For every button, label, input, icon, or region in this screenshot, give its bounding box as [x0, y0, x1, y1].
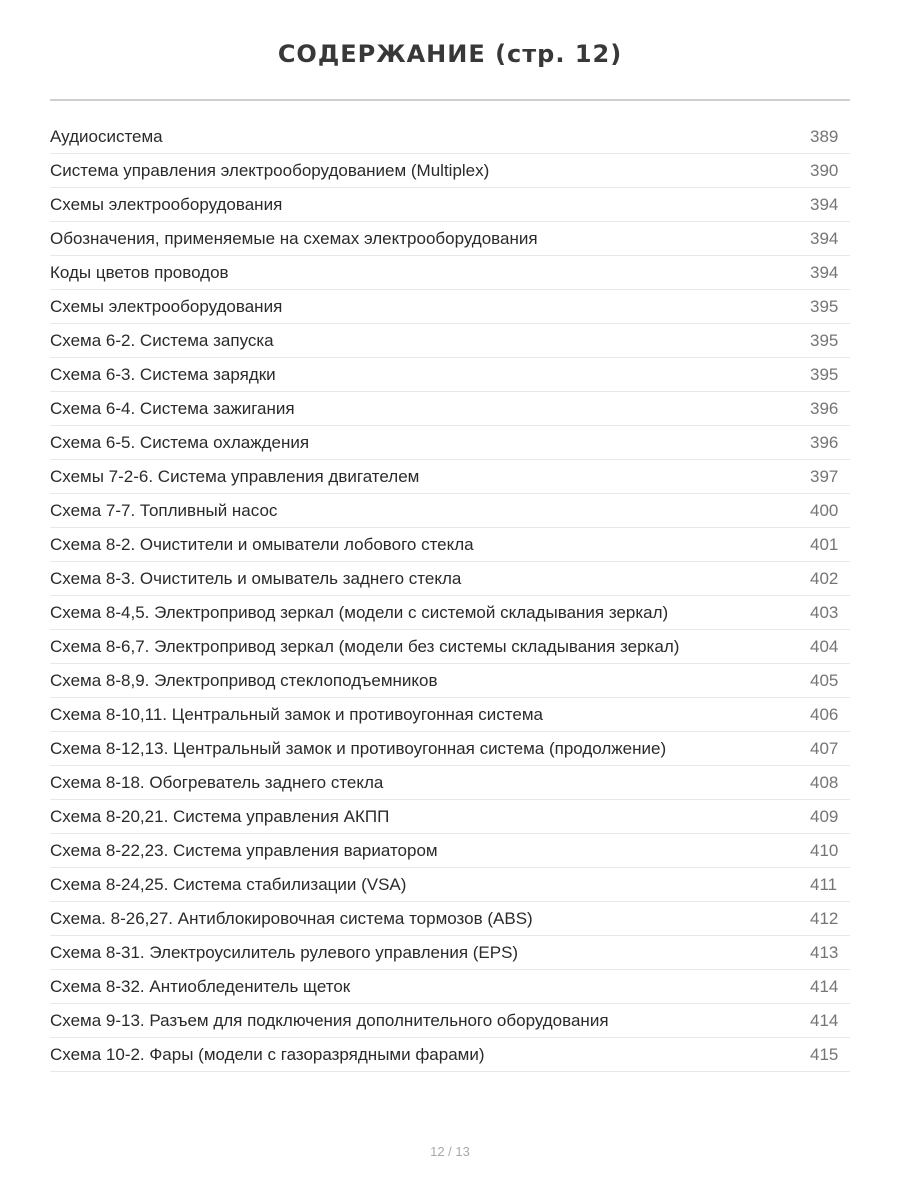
toc-entry[interactable] — [50, 868, 850, 902]
toc-entry-page-number: 402 — [810, 569, 839, 588]
title-divider — [50, 99, 850, 101]
toc-entry[interactable] — [50, 766, 850, 800]
toc-entry-page-number: 407 — [810, 739, 839, 758]
toc-entry[interactable] — [50, 460, 850, 494]
toc-entry-page-number: 390 — [810, 161, 839, 180]
toc-entry-page-number: 414 — [810, 1011, 839, 1030]
toc-entry-title: Система управления электрооборудованием (Multiplex) — [50, 161, 490, 180]
toc-entry[interactable] — [50, 596, 850, 630]
toc-entry[interactable] — [50, 120, 850, 154]
toc-entry-title: Схема 6-4. Система зажигания — [50, 399, 295, 418]
toc-entry[interactable] — [50, 970, 850, 1004]
toc-entry[interactable] — [50, 1004, 850, 1038]
toc-entry-title: Схема 8-3. Очиститель и омыватель заднего стекла — [50, 569, 462, 588]
toc-entry[interactable] — [50, 664, 850, 698]
toc-entry-page-number: 389 — [810, 127, 839, 146]
toc-entry-title: Схема 8-2. Очистители и омыватели лобового стекла — [50, 535, 474, 554]
toc-entry-page-number: 401 — [810, 535, 839, 554]
toc-entry[interactable] — [50, 358, 850, 392]
toc-entry-title: Схема 8-31. Электроусилитель рулевого управления (EPS) — [50, 943, 519, 962]
page-number-footer: 12 / 13 — [430, 1144, 470, 1159]
toc-entry-title: Схема 8-18. Обогреватель заднего стекла — [50, 773, 384, 792]
toc-entry-title: Схема 8-8,9. Электропривод стеклоподъемников — [50, 671, 438, 690]
toc-entry-page-number: 410 — [810, 841, 839, 860]
toc-entry[interactable] — [50, 800, 850, 834]
toc-entry-page-number: 406 — [810, 705, 839, 724]
toc-entry[interactable] — [50, 698, 850, 732]
toc-entry[interactable] — [50, 732, 850, 766]
toc-entry-page-number: 411 — [810, 875, 838, 894]
toc-entry-title: Схема 8-20,21. Система управления АКПП — [50, 807, 390, 826]
toc-entry-title: Аудиосистема — [50, 127, 163, 146]
toc-entry[interactable] — [50, 936, 850, 970]
toc-entry-page-number: 404 — [810, 637, 839, 656]
toc-entry[interactable] — [50, 256, 850, 290]
toc-entry-title: Схема 8-24,25. Система стабилизации (VSA) — [50, 875, 407, 894]
toc-entry-title: Схема 9-13. Разъем для подключения дополнительного оборудования — [50, 1011, 609, 1030]
toc-entry-page-number: 395 — [810, 297, 839, 316]
toc-entry-page-number: 400 — [810, 501, 839, 520]
toc-entry-page-number: 415 — [810, 1045, 839, 1064]
toc-entry-page-number: 395 — [810, 331, 839, 350]
toc-entry[interactable] — [50, 290, 850, 324]
toc-entry-title: Схема. 8-26,27. Антиблокировочная система тормозов (ABS) — [50, 909, 533, 928]
toc-entry-title: Схемы 7-2-6. Система управления двигателем — [50, 467, 420, 486]
toc-entry[interactable] — [50, 528, 850, 562]
toc-entry[interactable] — [50, 902, 850, 936]
toc-entry[interactable] — [50, 494, 850, 528]
toc-entry-page-number: 396 — [810, 399, 839, 418]
toc-entry-page-number: 412 — [810, 909, 839, 928]
toc-entry-page-number: 403 — [810, 603, 839, 622]
toc-entry[interactable] — [50, 562, 850, 596]
toc-entry-title: Схема 8-6,7. Электропривод зеркал (модели без системы складывания зеркал) — [50, 637, 680, 656]
toc-entry[interactable] — [50, 426, 850, 460]
toc-entry[interactable] — [50, 324, 850, 358]
toc-entry-page-number: 394 — [810, 263, 839, 282]
toc-entry-title: Схема 8-4,5. Электропривод зеркал (модели с системой складывания зеркал) — [50, 603, 669, 622]
toc-entry[interactable] — [50, 834, 850, 868]
table-of-contents — [50, 120, 850, 1072]
toc-entry-title: Схема 10-2. Фары (модели с газоразрядными фарами) — [50, 1045, 485, 1064]
toc-entry-title: Схема 7-7. Топливный насос — [50, 501, 278, 520]
toc-entry-page-number: 397 — [810, 467, 839, 486]
toc-entry-page-number: 394 — [810, 195, 839, 214]
page-title: СОДЕРЖАНИЕ (стр. 12) — [277, 40, 623, 68]
toc-entry-title: Схема 6-2. Система запуска — [50, 331, 274, 350]
toc-entry-page-number: 395 — [810, 365, 839, 384]
toc-entry-page-number: 396 — [810, 433, 839, 452]
toc-entry[interactable] — [50, 188, 850, 222]
toc-entry-page-number: 414 — [810, 977, 839, 996]
toc-entry-page-number: 394 — [810, 229, 839, 248]
toc-entry-page-number: 408 — [810, 773, 839, 792]
toc-entry[interactable] — [50, 1038, 850, 1072]
toc-entry-title: Схема 8-32. Антиобледенитель щеток — [50, 977, 351, 996]
toc-entry-title: Схема 6-5. Система охлаждения — [50, 433, 310, 452]
toc-entry-title: Схема 8-10,11. Центральный замок и противоугонная система — [50, 705, 543, 724]
toc-entry[interactable] — [50, 154, 850, 188]
toc-entry-page-number: 413 — [810, 943, 839, 962]
toc-entry[interactable] — [50, 392, 850, 426]
toc-entry[interactable] — [50, 222, 850, 256]
toc-entry-page-number: 405 — [810, 671, 839, 690]
toc-entry-title: Коды цветов проводов — [50, 263, 229, 282]
toc-entry-title: Схема 8-12,13. Центральный замок и противоугонная система (продолжение) — [50, 739, 667, 758]
toc-entry[interactable] — [50, 630, 850, 664]
toc-entry-title: Схема 8-22,23. Система управления вариатором — [50, 841, 438, 860]
toc-entry-page-number: 409 — [810, 807, 839, 826]
toc-entry-title: Схема 6-3. Система зарядки — [50, 365, 276, 384]
toc-entry-title: Схемы электрооборудования — [50, 297, 283, 316]
toc-entry-title: Схемы электрооборудования — [50, 195, 283, 214]
toc-entry-title: Обозначения, применяемые на схемах электрооборудования — [50, 229, 538, 248]
